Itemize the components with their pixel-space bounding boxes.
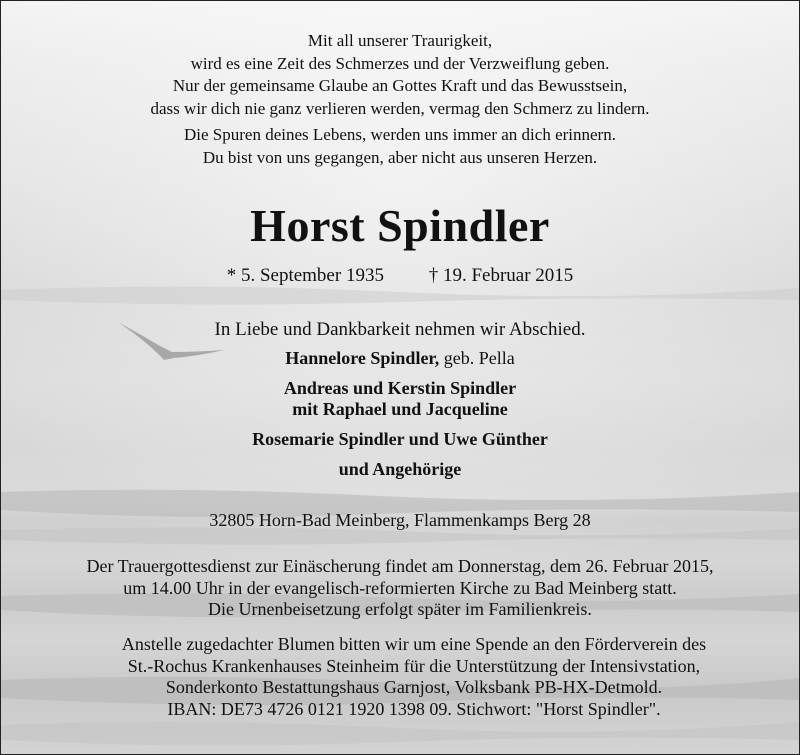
service-line: Die Urnenbeisetzung erfolgt später im Familienkreis. [208, 599, 592, 619]
donation-line: Sonderkonto Bestattungshaus Garnjost, Volksbank PB-HX-Detmold. [165, 677, 663, 697]
verse-line: dass wir dich nie ganz verlieren werden, vermag den Schmerz zu lindern. [150, 98, 650, 118]
service-line: Der Trauergottesdienst zur Einäscherung findet am Donnerstag, dem 26. Februar 2015, [86, 556, 714, 576]
verse-line: wird es eine Zeit des Schmerzes und der Verzweiflung geben. [190, 53, 610, 73]
mourner-line: Rosemarie Spindler und Uwe Günther [252, 429, 548, 449]
death-date: † 19. Februar 2015 [428, 265, 574, 286]
donation-line: St.-Rochus Krankenhauses Steinheim für die Unterstützung der Intensivstation, [127, 655, 701, 676]
widow-maiden-name: geb. Pella [439, 348, 515, 368]
farewell-intro: In Liebe und Dankbarkeit nehmen wir Abschied. [214, 319, 586, 340]
mourner-line: mit Raphael und Jacqueline [292, 399, 508, 419]
verse-line: Nur der gemeinsame Glaube an Gottes Kraft und das Bewusstsein, [172, 76, 628, 95]
verse-line: Mit all unserer Traurigkeit, [307, 31, 493, 50]
mourner-line: Andreas und Kerstin Spindler [283, 378, 517, 398]
donation-line: Anstelle zugedachter Blumen bitten wir um eine Spende an den Förderverein des [121, 634, 707, 654]
service-line: um 14.00 Uhr in der evangelisch-reformierten Kirche zu Bad Meinberg statt. [123, 577, 677, 598]
verse-line: Die Spuren deines Lebens, werden uns immer an dich erinnern. [184, 125, 616, 144]
family-address: 32805 Horn-Bad Meinberg, Flammenkamps Berg 28 [209, 510, 591, 530]
verse-line: Du bist von uns gegangen, aber nicht aus unseren Herzen. [202, 147, 598, 167]
widow-name: Hannelore Spindler, [285, 348, 440, 368]
mourner-line: und Angehörige [338, 459, 462, 479]
deceased-name: Horst Spindler [250, 200, 550, 251]
birth-date: * 5. September 1935 [226, 265, 384, 286]
donation-line: IBAN: DE73 4726 0121 1920 1398 09. Stichwort: "Horst Spindler". [167, 698, 661, 719]
